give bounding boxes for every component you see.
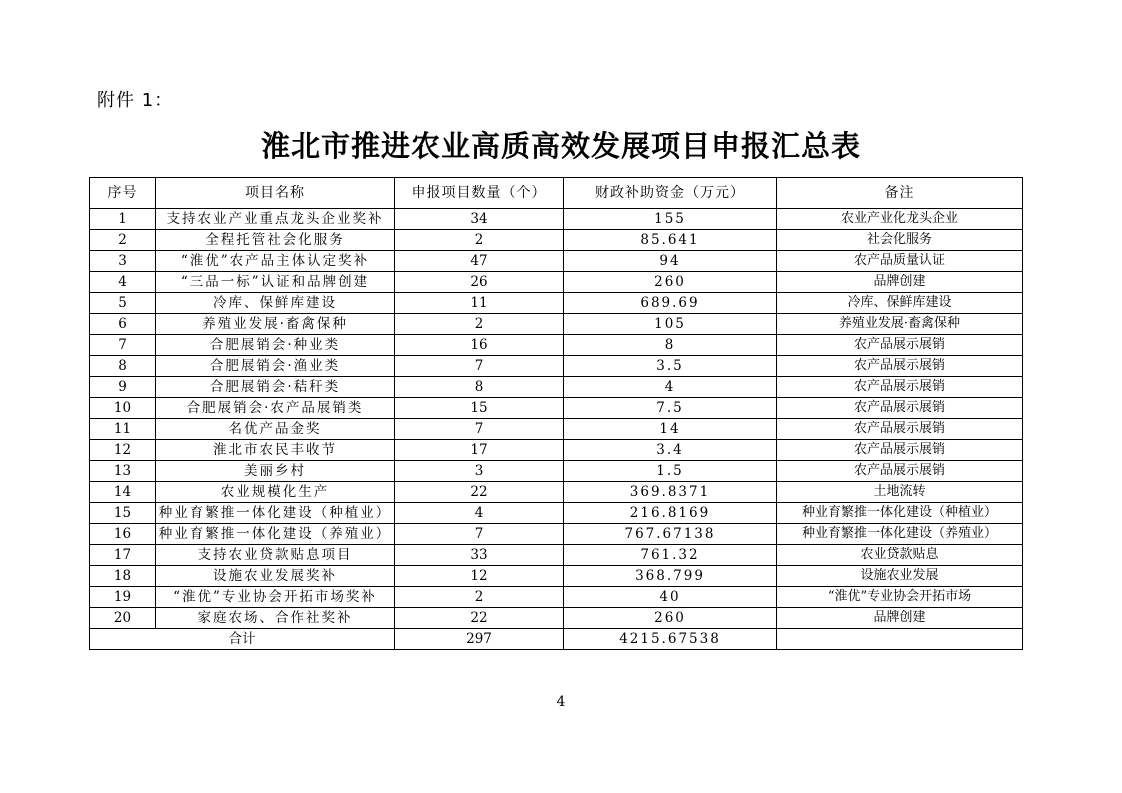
project-name: 合肥展销会·渔业类 (156, 356, 395, 377)
header-project-name: 项目名称 (156, 178, 395, 209)
project-name: 设施农业发展奖补 (156, 566, 395, 587)
subsidy-amount: 767.67138 (564, 524, 777, 545)
header-remarks: 备注 (777, 178, 1023, 209)
subsidy-amount: 3.4 (564, 440, 777, 461)
document-title: 淮北市推进农业高质高效发展项目申报汇总表 (260, 129, 861, 163)
row-index: 15 (90, 503, 156, 524)
attachment-label: 附件 1： (97, 90, 174, 111)
subsidy-amount: 7.5 (564, 398, 777, 419)
subsidy-amount: 3.5 (564, 356, 777, 377)
remark: 农业产业化龙头企业 (777, 209, 1023, 230)
subsidy-amount: 85.641 (564, 230, 777, 251)
row-index: 17 (90, 545, 156, 566)
row-index: 4 (90, 272, 156, 293)
row-index: 10 (90, 398, 156, 419)
project-name: “淮优”专业协会开拓市场奖补 (156, 587, 395, 608)
remark: 农产品展示展销 (777, 398, 1023, 419)
subsidy-amount: 260 (564, 608, 777, 629)
subsidy-amount: 216.8169 (564, 503, 777, 524)
row-index: 1 (90, 209, 156, 230)
row-index: 18 (90, 566, 156, 587)
project-name: 支持农业贷款贴息项目 (156, 545, 395, 566)
project-count: 7 (395, 524, 564, 545)
table-row (90, 566, 1023, 587)
project-count: 47 (395, 251, 564, 272)
remark: 种业育繁推一体化建设（种植业） (777, 503, 1023, 524)
remark: 农业贷款贴息 (777, 545, 1023, 566)
table-row (90, 251, 1023, 272)
project-name: 养殖业发展·畜禽保种 (156, 314, 395, 335)
remark: 农产品展示展销 (777, 461, 1023, 482)
remark: 冷库、保鲜库建设 (777, 293, 1023, 314)
row-index: 9 (90, 377, 156, 398)
project-name: 名优产品金奖 (156, 419, 395, 440)
table-row (90, 440, 1023, 461)
table-row (90, 398, 1023, 419)
table-row (90, 356, 1023, 377)
project-name: 种业育繁推一体化建设（养殖业） (156, 524, 395, 545)
remark: 农产品展示展销 (777, 419, 1023, 440)
header-subsidy-amount: 财政补助资金（万元） (564, 178, 777, 209)
project-count: 11 (395, 293, 564, 314)
table-row (90, 503, 1023, 524)
project-count: 8 (395, 377, 564, 398)
subsidy-amount: 14 (564, 419, 777, 440)
subsidy-amount: 368.799 (564, 566, 777, 587)
table-row (90, 293, 1023, 314)
project-name: 合肥展销会·农产品展销类 (156, 398, 395, 419)
total-count: 297 (395, 629, 564, 650)
project-count: 7 (395, 356, 564, 377)
subsidy-amount: 761.32 (564, 545, 777, 566)
remark: 农产品展示展销 (777, 356, 1023, 377)
subsidy-amount: 369.8371 (564, 482, 777, 503)
row-index: 11 (90, 419, 156, 440)
remark: 农产品展示展销 (777, 377, 1023, 398)
remark: 设施农业发展 (777, 566, 1023, 587)
project-count: 17 (395, 440, 564, 461)
row-index: 20 (90, 608, 156, 629)
row-index: 2 (90, 230, 156, 251)
header-project-count: 申报项目数量（个） (395, 178, 564, 209)
subsidy-amount: 689.69 (564, 293, 777, 314)
remark: 土地流转 (777, 482, 1023, 503)
remark: 社会化服务 (777, 230, 1023, 251)
row-index: 5 (90, 293, 156, 314)
row-index: 3 (90, 251, 156, 272)
remark: 农产品质量认证 (777, 251, 1023, 272)
project-count: 26 (395, 272, 564, 293)
subsidy-amount: 155 (564, 209, 777, 230)
row-index: 14 (90, 482, 156, 503)
remark: 农产品展示展销 (777, 440, 1023, 461)
table-row (90, 587, 1023, 608)
subsidy-amount: 1.5 (564, 461, 777, 482)
project-count: 2 (395, 314, 564, 335)
project-count: 15 (395, 398, 564, 419)
row-index: 8 (90, 356, 156, 377)
project-name: 全程托管社会化服务 (156, 230, 395, 251)
total-row (90, 629, 1023, 650)
project-count: 22 (395, 482, 564, 503)
row-index: 12 (90, 440, 156, 461)
remark: 种业育繁推一体化建设（养殖业） (777, 524, 1023, 545)
row-index: 6 (90, 314, 156, 335)
table-body (90, 209, 1023, 629)
total-note (777, 629, 1023, 650)
table-row (90, 608, 1023, 629)
table-row (90, 272, 1023, 293)
table-row (90, 377, 1023, 398)
page-number: 4 (556, 694, 566, 710)
project-name: 冷库、保鲜库建设 (156, 293, 395, 314)
project-count: 3 (395, 461, 564, 482)
project-name: “淮优”农产品主体认定奖补 (156, 251, 395, 272)
project-summary-table (89, 177, 1023, 650)
project-count: 22 (395, 608, 564, 629)
table-row (90, 419, 1023, 440)
project-name: “三品一标”认证和品牌创建 (156, 272, 395, 293)
project-name: 合肥展销会·秸秆类 (156, 377, 395, 398)
project-count: 16 (395, 335, 564, 356)
row-index: 16 (90, 524, 156, 545)
project-name: 种业育繁推一体化建设（种植业） (156, 503, 395, 524)
project-name: 合肥展销会·种业类 (156, 335, 395, 356)
row-index: 19 (90, 587, 156, 608)
table-row (90, 335, 1023, 356)
project-count: 34 (395, 209, 564, 230)
table-row (90, 230, 1023, 251)
subsidy-amount: 8 (564, 335, 777, 356)
table-row (90, 461, 1023, 482)
project-count: 33 (395, 545, 564, 566)
subsidy-amount: 260 (564, 272, 777, 293)
row-index: 13 (90, 461, 156, 482)
project-name: 农业规模化生产 (156, 482, 395, 503)
project-name: 淮北市农民丰收节 (156, 440, 395, 461)
project-count: 12 (395, 566, 564, 587)
remark: “淮优”专业协会开拓市场 (777, 587, 1023, 608)
subsidy-amount: 4 (564, 377, 777, 398)
remark: 养殖业发展·畜禽保种 (777, 314, 1023, 335)
total-amount: 4215.67538 (564, 629, 777, 650)
row-index: 7 (90, 335, 156, 356)
table-row (90, 314, 1023, 335)
project-name: 支持农业产业重点龙头企业奖补 (156, 209, 395, 230)
total-label: 合计 (90, 629, 395, 650)
subsidy-amount: 105 (564, 314, 777, 335)
table-row (90, 524, 1023, 545)
table-row (90, 482, 1023, 503)
remark: 品牌创建 (777, 272, 1023, 293)
subsidy-amount: 94 (564, 251, 777, 272)
table-header-row (90, 178, 1023, 209)
project-name: 家庭农场、合作社奖补 (156, 608, 395, 629)
project-count: 2 (395, 587, 564, 608)
table-row (90, 545, 1023, 566)
remark: 品牌创建 (777, 608, 1023, 629)
project-count: 4 (395, 503, 564, 524)
header-index: 序号 (90, 178, 156, 209)
table-row (90, 209, 1023, 230)
subsidy-amount: 40 (564, 587, 777, 608)
project-name: 美丽乡村 (156, 461, 395, 482)
project-count: 7 (395, 419, 564, 440)
project-count: 2 (395, 230, 564, 251)
remark: 农产品展示展销 (777, 335, 1023, 356)
